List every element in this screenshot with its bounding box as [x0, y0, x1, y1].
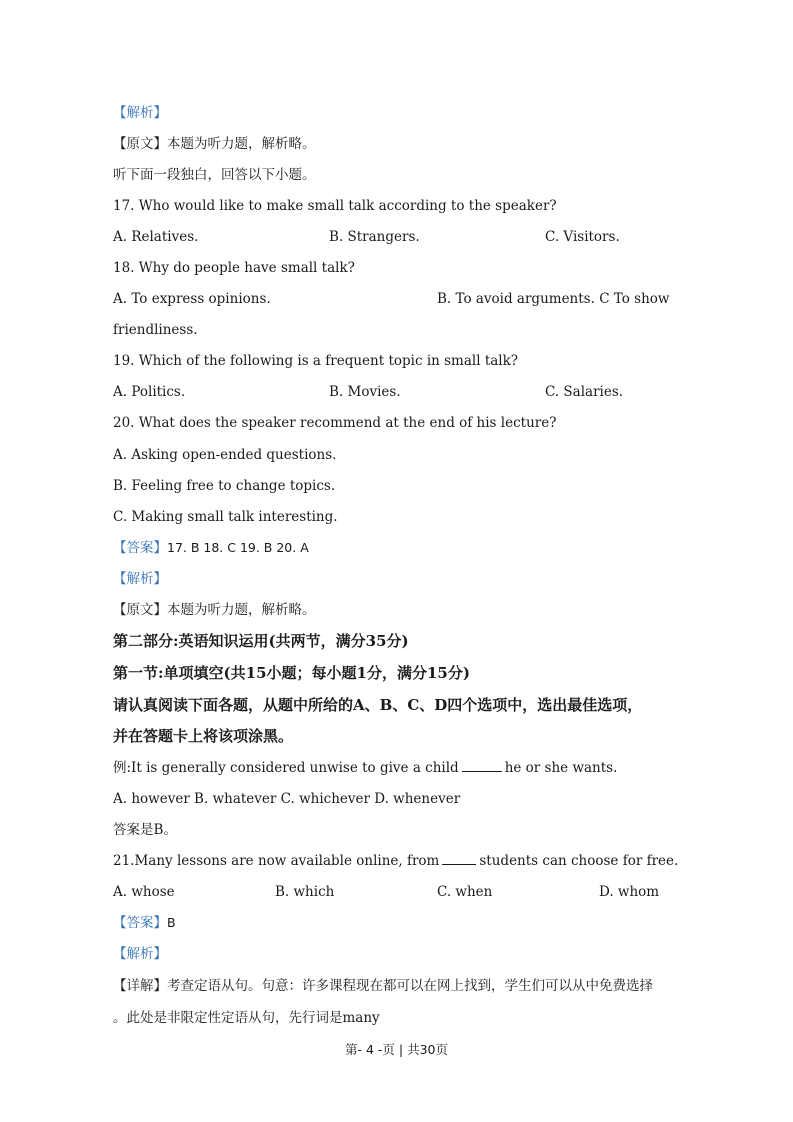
question-21-end: students can choose for free. [479, 853, 679, 869]
example-options: A. however B. whatever C. whichever D. whenever [113, 791, 461, 807]
answer-21-row [113, 914, 176, 932]
q18-option-bc: B. To avoid arguments. C To show [437, 291, 670, 307]
example-answer: 答案是B。 [113, 822, 177, 838]
answer-text: 17. B 18. C 19. B 20. A [167, 540, 309, 555]
detail-tag: 【详解】 [113, 978, 167, 994]
answer-blank [442, 852, 476, 865]
q21-option-a: A. whose [113, 884, 175, 900]
q17-option-b: B. Strangers. [329, 229, 420, 245]
q21-option-b: B. which [275, 884, 335, 900]
monologue-instruction: 听下面一段独白，回答以下小题。 [113, 167, 316, 183]
original-text-note: 【原文】本题为听力题，解析略。 [113, 136, 316, 152]
instruction-line-1: 请认真阅读下面各题，从题中所给的A、B、C、D四个选项中，选出最佳选项， [113, 696, 643, 714]
question-17: 17. Who would like to make small talk according to the speaker? [113, 198, 557, 214]
answer-tag: 【答案】 [113, 540, 167, 556]
detail-text-1: 考查定语从句。句意：许多课程现在都可以在网上找到，学生们可以从中免费选择 [167, 978, 653, 994]
q20-option-c: C. Making small talk interesting. [113, 509, 338, 525]
instruction-line-2: 并在答题卡上将该项涂黑。 [113, 727, 294, 745]
part-two-heading: 第二部分:英语知识运用(共两节，满分35分) [113, 632, 409, 650]
question-20: 20. What does the speaker recommend at the end of his lecture? [113, 415, 557, 431]
question-21-start: 21.Many lessons are now available online, from [113, 853, 440, 869]
detail-line-1 [113, 977, 653, 995]
question-19: 19. Which of the following is a frequent topic in small talk? [113, 353, 519, 369]
answer-21-tag: 【答案】 [113, 915, 167, 931]
q20-option-a: A. Asking open-ended questions. [113, 447, 337, 463]
question-18: 18. Why do people have small talk? [113, 260, 355, 276]
q20-option-b: B. Feeling free to change topics. [113, 478, 336, 494]
page-footer: 第- 4 -页 | 共30页 [345, 1042, 448, 1057]
q21-option-c: C. when [437, 884, 493, 900]
q21-option-d: D. whom [599, 884, 660, 900]
detail-line-2: 。此处是非限定性定语从句，先行词是many [113, 1010, 380, 1026]
section-one-heading: 第一节:单项填空(共15小题；每小题1分，满分15分) [113, 664, 470, 682]
q18-option-c-continued: friendliness. [113, 322, 198, 338]
q17-option-c: C. Visitors. [545, 229, 620, 245]
q19-option-a: A. Politics. [113, 384, 186, 400]
q18-option-a: A. To express opinions. [113, 291, 271, 307]
question-21 [113, 852, 678, 870]
example-question-end: he or she wants. [504, 760, 618, 776]
original-text-note-2: 【原文】本题为听力题，解析略。 [113, 602, 316, 618]
answer-row [113, 539, 309, 557]
q19-option-c: C. Salaries. [545, 384, 624, 400]
example-question-start: 例:It is generally considered unwise to give a child [113, 760, 459, 776]
analysis-tag-2: 【解析】 [113, 571, 167, 587]
example-question [113, 759, 617, 777]
q17-option-a: A. Relatives. [113, 229, 199, 245]
q19-option-b: B. Movies. [329, 384, 401, 400]
analysis-tag-3: 【解析】 [113, 946, 167, 962]
answer-blank [462, 759, 502, 772]
answer-21-text: B [167, 915, 176, 930]
analysis-tag: 【解析】 [113, 105, 167, 121]
